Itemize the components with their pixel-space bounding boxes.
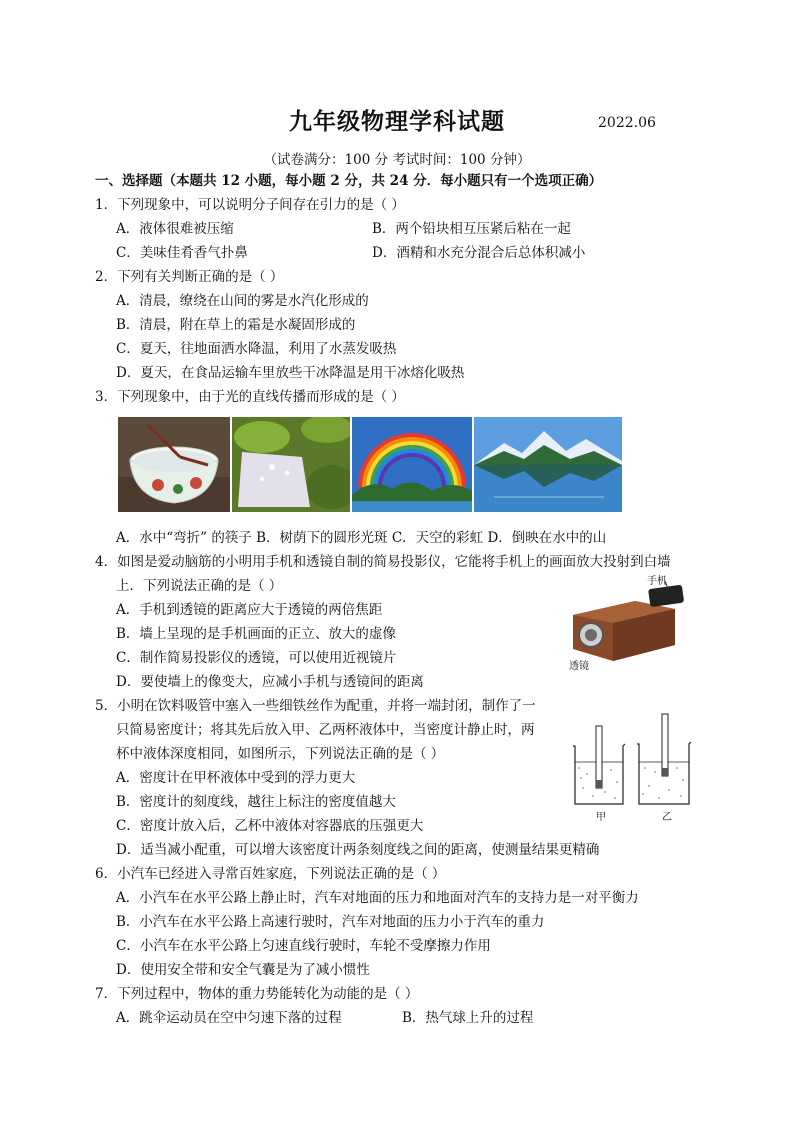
phone-label: 手机 — [647, 576, 667, 587]
question-1-stem: 1．下列现象中，可以说明分子间存在引力的是（ ） — [95, 197, 405, 213]
q2-option-d: D．夏天，在食品运输车里放些干冰降温是用干冰熔化吸热 — [116, 365, 465, 381]
q1-option-b: B．两个铅块相互压紧后粘在一起 — [372, 221, 571, 237]
beaker-a-label: 甲 — [596, 812, 606, 823]
question-6-stem: 6．小汽车已经进入寻常百姓家庭，下列说法正确的是（ ） — [95, 866, 446, 882]
bent-chopstick-photo — [118, 417, 230, 512]
q4-option-b: B．墙上呈现的是手机画面的正立、放大的虚像 — [116, 626, 396, 642]
question-4-stem-line2: 上．下列说法正确的是（ ） — [116, 578, 283, 594]
q5-option-b: B．密度计的刻度线，越往上标注的密度值越大 — [116, 794, 396, 810]
q7-option-a: A．跳伞运动员在空中匀速下落的过程 — [116, 1010, 342, 1026]
q7-option-b: B．热气球上升的过程 — [402, 1010, 534, 1026]
rainbow-photo — [352, 417, 472, 512]
q4-option-a: A．手机到透镜的距离应大于透镜的两倍焦距 — [116, 602, 383, 618]
question-4-stem-line1: 4．如图是爱动脑筋的小明用手机和透镜自制的简易投影仪，它能将手机上的画面放大投射到白墙 — [95, 554, 671, 570]
q1-option-c: C．美味佳肴香气扑鼻 — [116, 245, 248, 261]
question-5-stem-line3: 杯中液体深度相同，如图所示，下列说法正确的是（ ） — [116, 746, 445, 762]
page-title: 九年级物理学科试题 — [289, 108, 505, 135]
q6-option-c: C．小汽车在水平公路上匀速直线行驶时，车轮不受摩擦力作用 — [116, 938, 491, 954]
exam-date: 2022.06 — [598, 115, 656, 131]
q5-option-c: C．密度计放入后，乙杯中液体对容器底的压强更大 — [116, 818, 424, 834]
q2-option-a: A．清晨，缭绕在山间的雾是水汽化形成的 — [116, 293, 369, 309]
q4-option-c: C．制作简易投影仪的透镜，可以使用近视镜片 — [116, 650, 397, 666]
q2-option-c: C．夏天，往地面洒水降温，利用了水蒸发吸热 — [116, 341, 397, 357]
q1-option-a: A．液体很难被压缩 — [116, 221, 234, 237]
beaker-b-label: 乙 — [662, 812, 672, 823]
q6-option-b: B．小汽车在水平公路上高速行驶时，汽车对地面的压力小于汽车的重力 — [116, 914, 545, 930]
q2-option-b: B．清晨，附在草上的霜是水凝固形成的 — [116, 317, 356, 333]
q3-image-row — [118, 417, 622, 512]
light-spot-photo — [232, 417, 350, 512]
question-3-stem: 3．下列现象中，由于光的直线传播而形成的是（ ） — [95, 389, 405, 405]
q5-option-d: D．适当减小配重，可以增大该密度计两条刻度线之间的距离，使测量结果更精确 — [116, 842, 600, 858]
question-7-stem: 7．下列过程中，物体的重力势能转化为动能的是（ ） — [95, 986, 419, 1002]
exam-info: （试卷满分：100 分 考试时间：100 分钟） — [263, 152, 531, 168]
question-2-stem: 2．下列有关判断正确的是（ ） — [95, 269, 284, 285]
question-5-stem-line1: 5．小明在饮料吸管中塞入一些细铁丝作为配重，并将一端封闭，制作了一 — [95, 698, 536, 714]
q1-option-d: D．酒精和水充分混合后总体积减小 — [372, 245, 586, 261]
lens-label: 透镜 — [569, 661, 589, 672]
beakers-figure — [565, 708, 695, 823]
question-5-stem-line2: 只简易密度计；将其先后放入甲、乙两杯液体中，当密度计静止时，两 — [116, 722, 535, 738]
q6-option-a: A．小汽车在水平公路上静止时，汽车对地面的压力和地面对汽车的支持力是一对平衡力 — [116, 890, 639, 906]
q5-option-a: A．密度计在甲杯液体中受到的浮力更大 — [116, 770, 356, 786]
q3-options: A．水中“弯折” 的筷子 B．树荫下的圆形光斑 C．天空的彩虹 D．倒映在水中的山 — [116, 530, 607, 546]
projector-figure — [565, 575, 693, 671]
q4-option-d: D．要使墙上的像变大，应减小手机与透镜间的距离 — [116, 674, 424, 690]
section-heading: 一、选择题（本题共 12 小题，每小题 2 分，共 24 分．每小题只有一个选项正确） — [95, 173, 603, 189]
mountain-reflection-photo — [474, 417, 622, 512]
q6-option-d: D．使用安全带和安全气囊是为了减小惯性 — [116, 962, 370, 978]
